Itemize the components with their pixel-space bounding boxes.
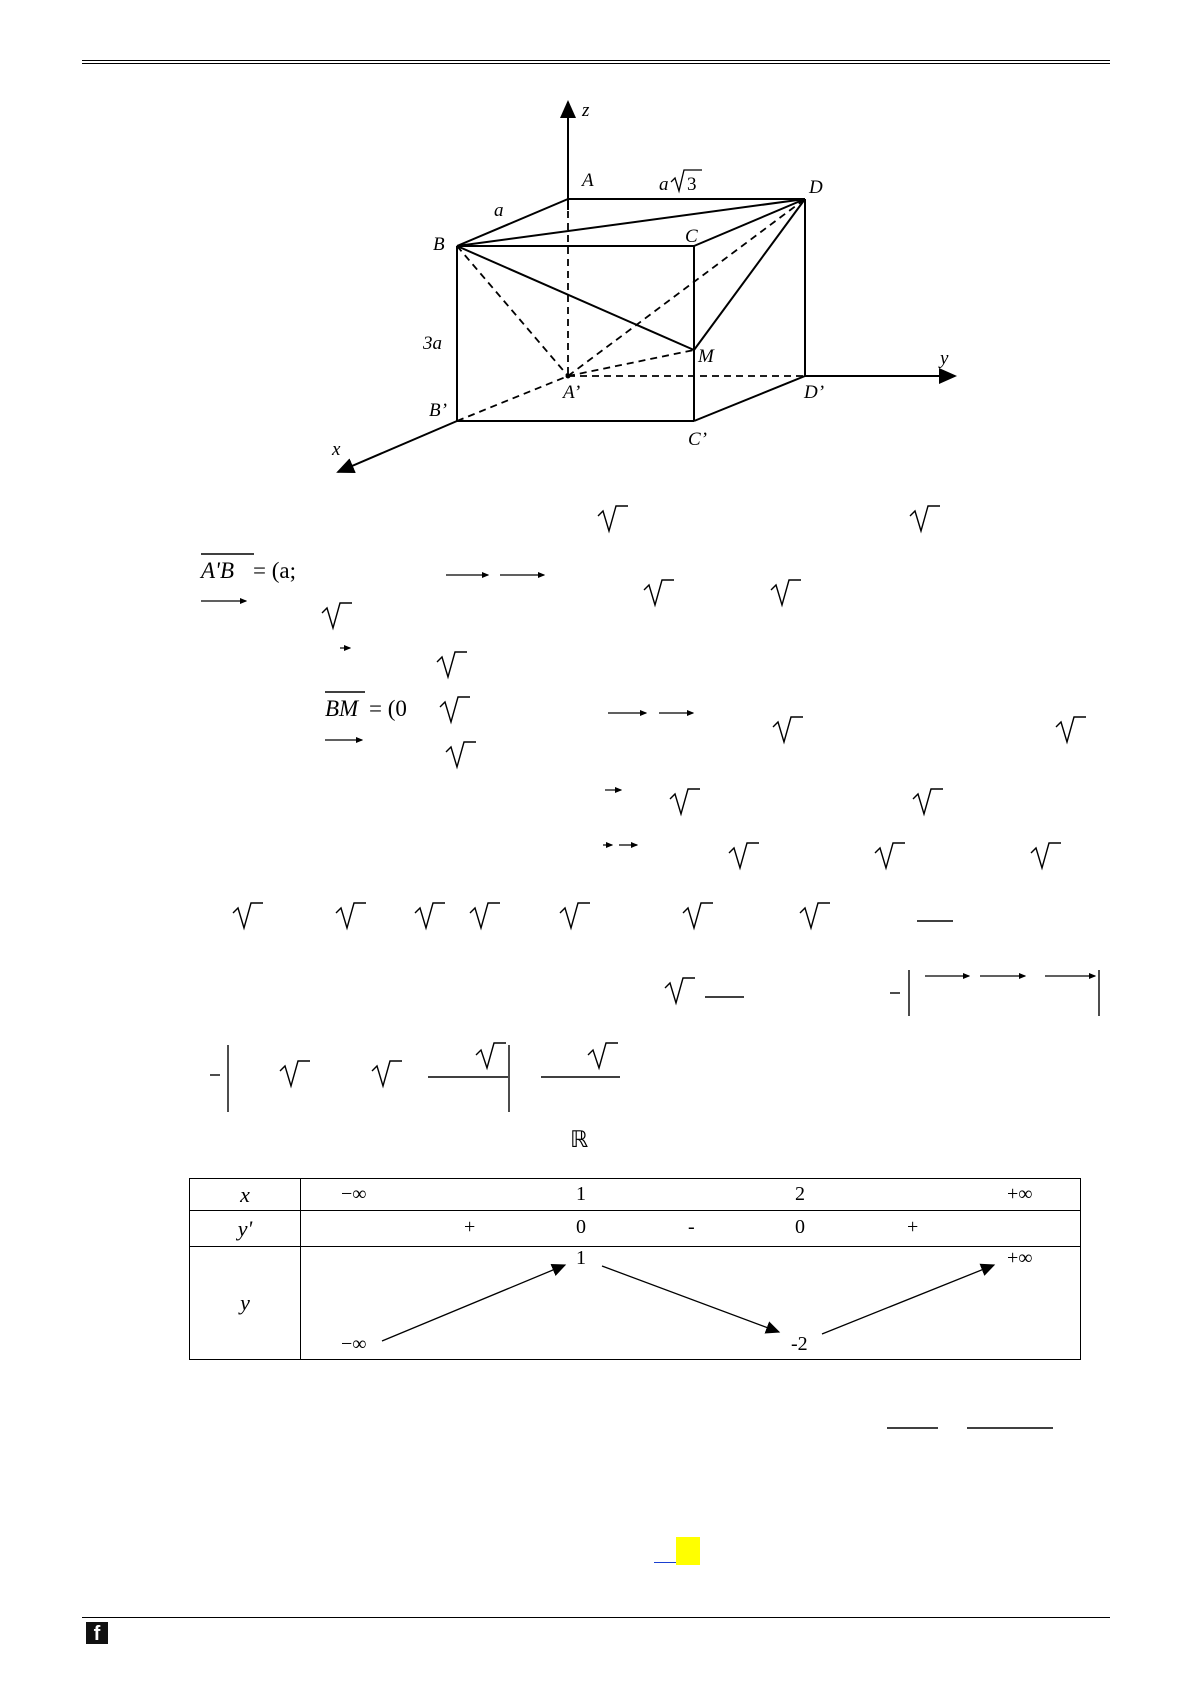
sign-minus: -: [688, 1216, 695, 1238]
arrow-decrease: [602, 1266, 779, 1332]
link-underline[interactable]: [654, 1562, 676, 1563]
sign-plus-2: +: [907, 1216, 919, 1238]
vertex-A-prime: A’: [563, 382, 581, 403]
y-value-max: 1: [576, 1247, 586, 1269]
arrow-increase-2: [822, 1265, 994, 1334]
vertex-A: A: [582, 170, 594, 191]
vector-BM-rhs: = (0: [369, 696, 407, 721]
row-label-y: y: [190, 1247, 301, 1360]
edge-label-3a: 3a: [423, 333, 442, 354]
sign-plus-1: +: [464, 1216, 476, 1238]
edge-label-a: a: [494, 200, 504, 221]
edge-label-a-sqrt3: a: [659, 174, 669, 195]
y-axis-label: y: [940, 348, 949, 369]
vertex-D-prime: D’: [804, 382, 825, 403]
vertex-M: M: [698, 346, 714, 367]
x-value-2: 2: [795, 1183, 805, 1205]
edge-label-3: 3: [687, 174, 697, 195]
y-value-neg-inf: −∞: [341, 1333, 367, 1355]
sign-zero-1: 0: [576, 1216, 586, 1238]
y-value-pos-inf: +∞: [1007, 1247, 1033, 1269]
facebook-icon[interactable]: f: [86, 1622, 108, 1644]
row-label-x: x: [190, 1179, 301, 1211]
vertex-C-prime: C’: [688, 429, 707, 450]
reals-symbol: ℝ: [570, 1127, 589, 1152]
highlight-mark: [676, 1537, 700, 1565]
footer-rule: [82, 1617, 1110, 1618]
vector-A-prime-B-rhs: = (a;: [253, 558, 296, 583]
vertex-B-prime: B’: [429, 400, 447, 421]
vertex-D: D: [809, 177, 823, 198]
y-value-min: -2: [791, 1333, 808, 1355]
vertex-C: C: [685, 226, 698, 247]
arrow-increase-1: [382, 1265, 565, 1341]
row-label-yprime: y': [190, 1211, 301, 1247]
x-value-pos-inf: +∞: [1007, 1183, 1033, 1205]
x-value-1: 1: [576, 1183, 586, 1205]
vertex-B: B: [433, 234, 445, 255]
x-value-neg-inf: −∞: [341, 1183, 367, 1205]
sign-zero-2: 0: [795, 1216, 805, 1238]
vector-A-prime-B: A'B: [201, 558, 235, 583]
vector-BM: BM: [325, 696, 359, 721]
x-axis-label: x: [332, 439, 341, 460]
z-axis-label: z: [582, 100, 590, 121]
